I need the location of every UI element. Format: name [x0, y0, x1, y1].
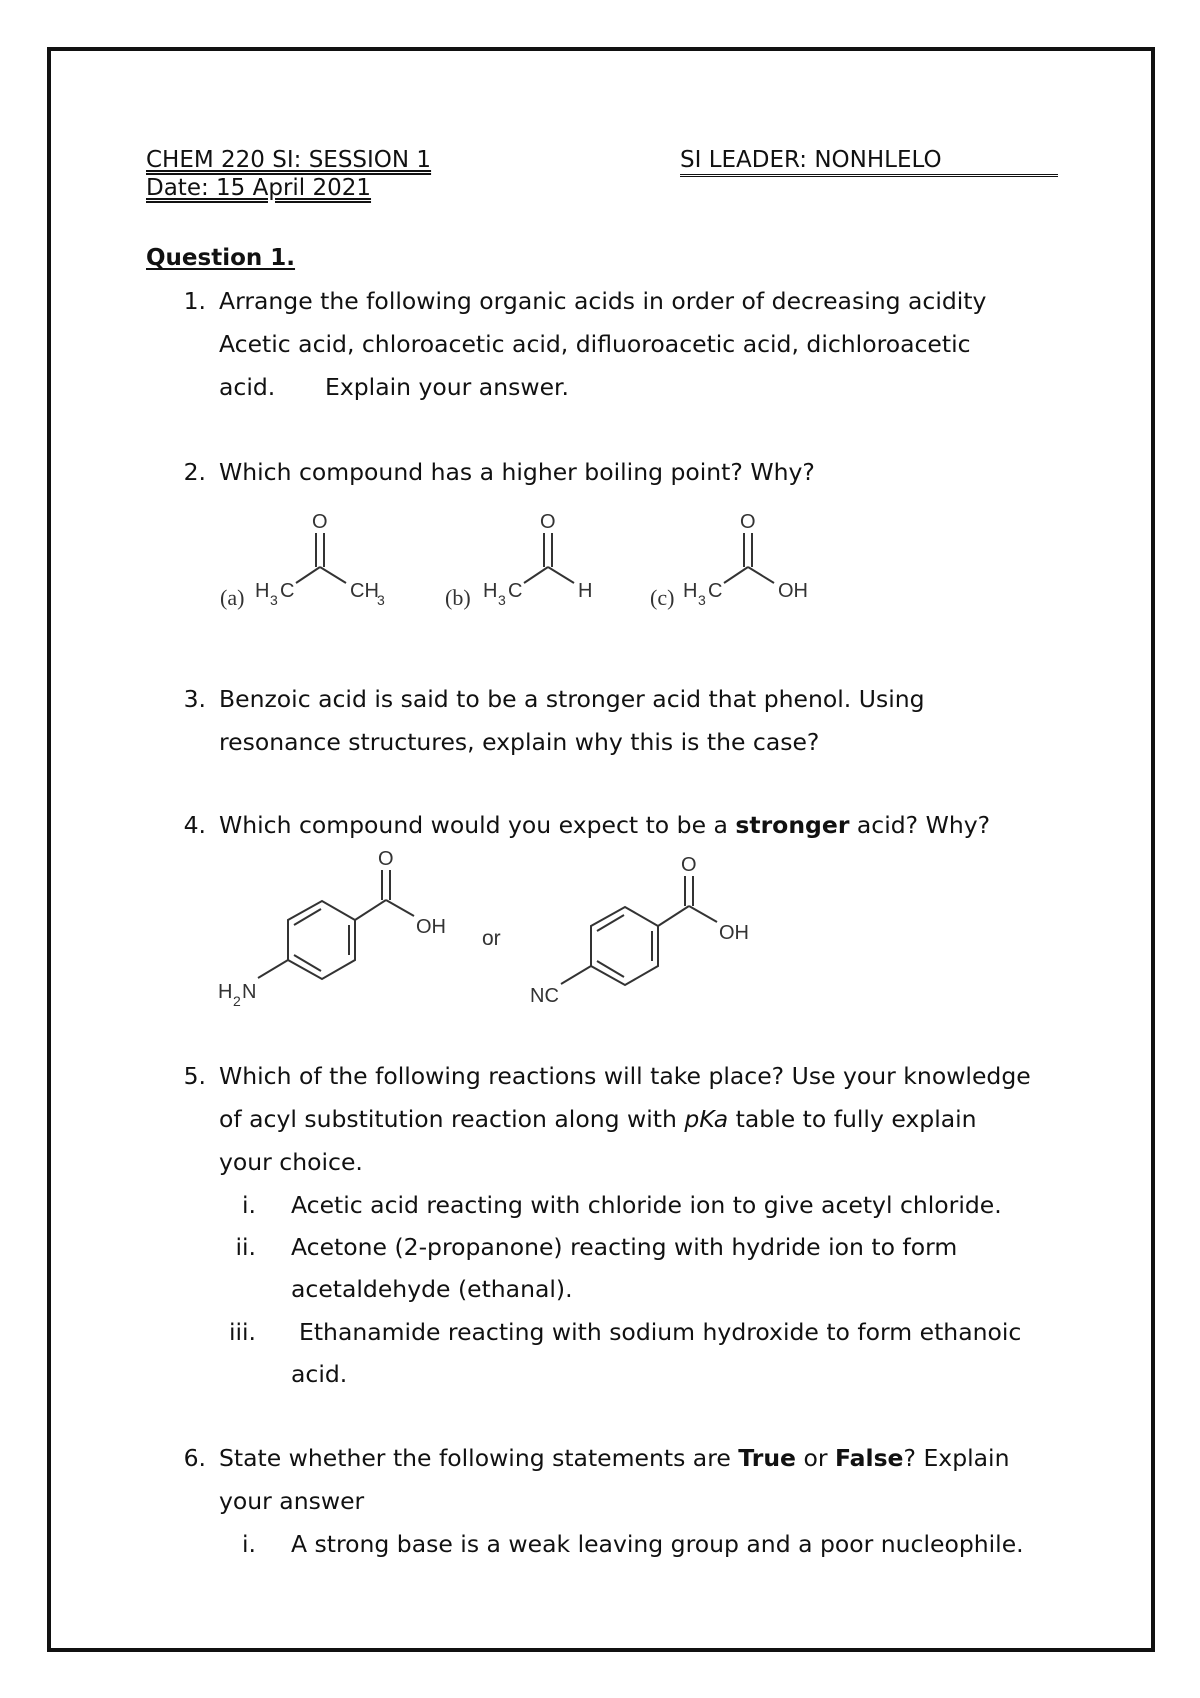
atom-label: C — [280, 580, 295, 602]
question-text: Explain your answer. — [325, 373, 569, 401]
atom-label: O — [312, 511, 328, 533]
atom-label: O — [540, 511, 556, 533]
bond — [689, 906, 717, 922]
item-number: ii. — [235, 1233, 256, 1261]
q2-structures — [200, 505, 840, 625]
question-text: acid. — [219, 373, 276, 401]
bond — [658, 906, 689, 926]
question-number: 1. — [183, 287, 206, 315]
bond — [320, 567, 346, 583]
bond — [355, 900, 386, 920]
item-text: Acetic acid reacting with chloride ion to give acetyl chloride. — [291, 1191, 1002, 1219]
bond — [597, 915, 624, 931]
question-number: 3. — [183, 685, 206, 713]
question-text: Which of the following reactions will take place? Use your knowledge — [219, 1062, 1031, 1090]
section-title: Question 1. — [146, 245, 296, 271]
emphasis: True — [738, 1444, 796, 1472]
atom-label: 3 — [377, 592, 385, 608]
question-text: Benzoic acid is said to be a stronger acid that phenol. Using — [219, 685, 925, 713]
atom-label: O — [681, 854, 697, 876]
item-text: Acetone (2-propanone) reacting with hydride ion to form — [291, 1233, 958, 1261]
item-text: A strong base is a weak leaving group and a poor nucleophile. — [291, 1530, 1024, 1558]
question-text: Arrange the following organic acids in order of decreasing acidity — [219, 287, 987, 315]
atom-label: OH — [416, 916, 446, 938]
atom-label: NC — [530, 985, 559, 1007]
bond — [597, 961, 624, 977]
atom-label: 3 — [698, 592, 706, 608]
question-text: Which compound has a higher boiling point? Why? — [219, 458, 815, 486]
atom-label: H — [483, 580, 498, 602]
bond — [748, 567, 774, 583]
atom-label: H — [218, 981, 233, 1003]
benzene-ring — [288, 901, 355, 979]
atom-label: 2 — [233, 993, 241, 1009]
atom-label: 3 — [498, 592, 506, 608]
bond — [561, 966, 591, 984]
text-run: ? Explain — [903, 1444, 1010, 1472]
bond — [296, 567, 320, 583]
text-run: of acyl substitution reaction along with — [219, 1105, 685, 1133]
atom-label: C — [708, 580, 723, 602]
question-text: Acetic acid, chloroacetic acid, difluoroacetic acid, dichloroacetic — [219, 330, 971, 358]
si-leader-text: SI LEADER: NONHLELO — [680, 147, 942, 173]
atom-label: O — [740, 511, 756, 533]
item-number: i. — [242, 1530, 256, 1558]
bond — [524, 567, 548, 583]
structure-c — [650, 511, 808, 610]
question-text: your answer — [219, 1487, 365, 1515]
atom-label: O — [378, 850, 394, 870]
structure-cyanobenzoic — [530, 854, 749, 1007]
bond — [548, 567, 574, 583]
si-leader — [680, 146, 1058, 177]
course-title: CHEM 220 SI: SESSION 1 — [146, 147, 432, 173]
atom-label: H — [578, 580, 593, 602]
question-text — [219, 1104, 977, 1134]
item-text: Ethanamide reacting with sodium hydroxide to form ethanoic — [299, 1318, 1022, 1346]
structure-tag: (a) — [220, 585, 245, 610]
or-label: or — [482, 927, 501, 950]
text-run: table to fully explain — [728, 1105, 977, 1133]
atom-label: OH — [719, 922, 749, 944]
question-number: 6. — [183, 1444, 206, 1472]
bond — [258, 960, 288, 978]
bond — [294, 955, 321, 971]
question-text — [219, 1443, 1009, 1473]
question-text: resonance structures, explain why this is the case? — [219, 728, 820, 756]
benzene-ring — [591, 907, 658, 985]
atom-label: H — [683, 580, 698, 602]
emphasis: pKa — [684, 1105, 729, 1133]
item-text: acid. — [291, 1360, 348, 1388]
structure-tag: (b) — [445, 585, 471, 610]
question-number: 4. — [183, 811, 206, 839]
item-number: i. — [242, 1191, 256, 1219]
atom-label: C — [508, 580, 523, 602]
text-run: or — [796, 1444, 835, 1472]
session-date: Date: 15 April 2021 — [146, 175, 372, 201]
bond — [724, 567, 748, 583]
item-number: iii. — [228, 1318, 256, 1346]
structure-a — [220, 511, 385, 610]
atom-label: N — [242, 981, 257, 1003]
question-number: 5. — [183, 1062, 206, 1090]
question-text: your choice. — [219, 1148, 363, 1176]
text-run: State whether the following statements are — [219, 1444, 739, 1472]
atom-label: H — [255, 580, 270, 602]
atom-label: OH — [778, 580, 808, 602]
emphasis: stronger — [735, 811, 850, 839]
emphasis: False — [834, 1444, 904, 1472]
atom-label: 3 — [270, 592, 278, 608]
atom-label: CH — [350, 580, 379, 602]
text-run: acid? Why? — [849, 811, 991, 839]
bond — [294, 909, 321, 925]
structure-tag: (c) — [650, 585, 675, 610]
structure-aminobenzoic — [218, 850, 446, 1009]
text-run: Which compound would you expect to be a — [219, 811, 736, 839]
question-text — [219, 810, 990, 840]
bond — [386, 900, 414, 916]
question-number: 2. — [183, 458, 206, 486]
q4-structures — [200, 850, 760, 1020]
item-text: acetaldehyde (ethanal). — [291, 1275, 573, 1303]
structure-b — [445, 511, 592, 610]
